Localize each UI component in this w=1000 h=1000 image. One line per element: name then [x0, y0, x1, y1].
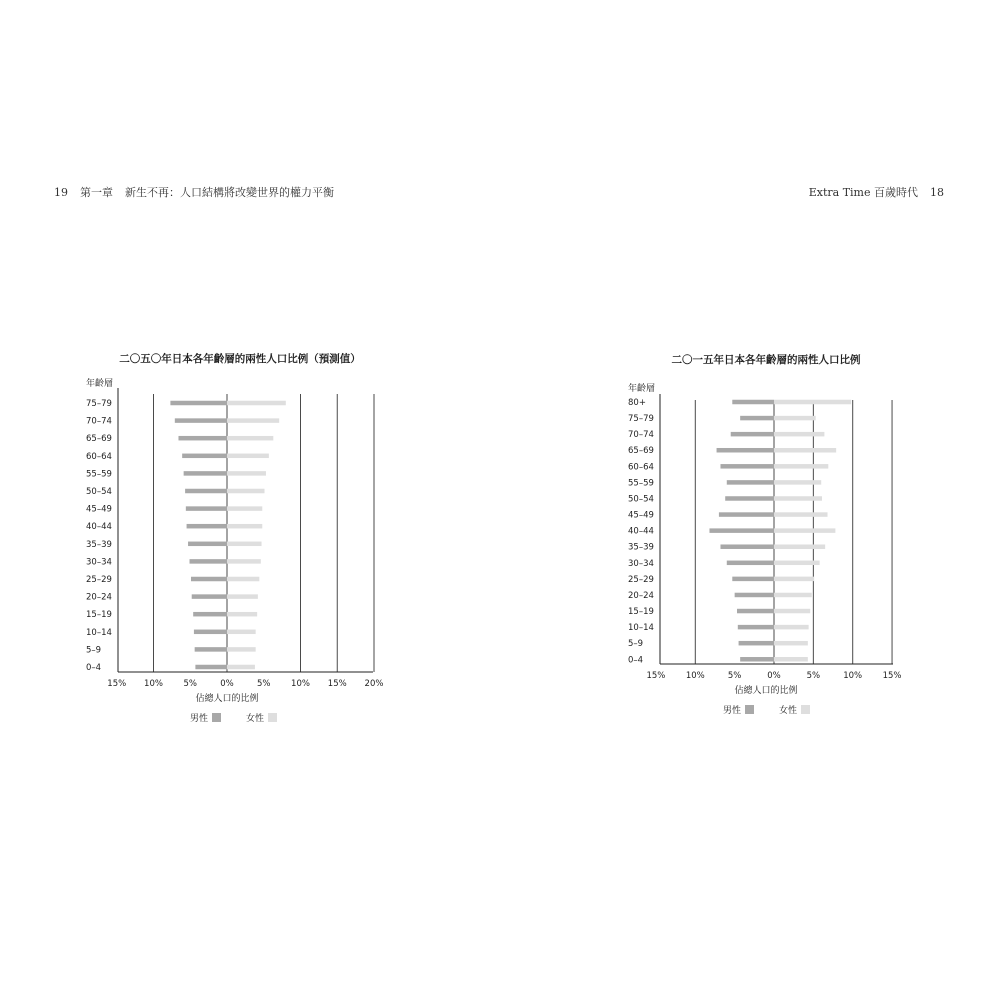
- y-tick-label: 25–29: [86, 575, 112, 585]
- female-bar: [774, 593, 812, 598]
- male-bar: [740, 416, 774, 421]
- chart-title: 二〇五〇年日本各年齡層的兩性人口比例（預測值）: [119, 353, 361, 365]
- x-tick-label: 10%: [685, 671, 705, 681]
- male-bar: [739, 641, 774, 646]
- y-tick-label: 20–24: [628, 590, 654, 601]
- x-tick-label: 5%: [183, 679, 197, 689]
- x-tick-label: 5%: [257, 679, 271, 689]
- x-axis-label: 佔總人口的比例: [195, 694, 259, 704]
- x-axis-label: 佔總人口的比例: [734, 686, 798, 696]
- y-tick-label: 45–49: [628, 510, 654, 521]
- x-tick-label: 10%: [291, 679, 310, 689]
- y-tick-label: 50–54: [86, 487, 112, 497]
- chapter-label: 第一章: [80, 186, 113, 199]
- male-bar: [732, 400, 774, 405]
- legend-female-label: 女性: [779, 706, 798, 716]
- female-bar: [227, 594, 258, 599]
- y-tick-label: 0–4: [628, 655, 644, 666]
- male-bar: [195, 665, 227, 670]
- female-bar: [227, 559, 261, 564]
- y-tick-label: 75–79: [86, 399, 112, 409]
- y-tick-label: 20–24: [86, 592, 112, 603]
- male-bar: [735, 593, 774, 598]
- male-bar: [178, 436, 227, 441]
- y-tick-label: 70–74: [86, 416, 112, 427]
- female-bar: [774, 512, 828, 517]
- female-bar: [774, 657, 808, 662]
- female-bar: [227, 418, 279, 423]
- x-tick-label: 0%: [767, 671, 781, 681]
- y-tick-label: 5–9: [86, 645, 102, 656]
- male-bar: [188, 542, 227, 547]
- male-bar: [738, 625, 774, 630]
- y-tick-label: 25–29: [628, 574, 654, 585]
- chapter-title: 新生不再：人口結構將改變世界的權力平衡: [125, 186, 334, 199]
- y-tick-label: 65–69: [628, 446, 654, 457]
- male-bar: [186, 506, 227, 511]
- y-tick-label: 50–54: [628, 494, 654, 505]
- female-bar: [227, 506, 262, 511]
- x-tick-label: 5%: [727, 671, 742, 681]
- y-axis-label: 年齡層: [628, 384, 656, 394]
- x-tick-label: 15%: [327, 679, 347, 689]
- female-bar: [774, 528, 835, 533]
- female-bar: [774, 544, 825, 549]
- x-tick-label: 10%: [144, 679, 163, 689]
- y-axis-label: 年齡層: [86, 379, 114, 389]
- y-tick-label: 45–49: [86, 504, 112, 515]
- male-bar: [192, 594, 227, 599]
- x-tick-label: 10%: [843, 671, 863, 681]
- male-bar: [727, 561, 774, 566]
- male-bar: [182, 454, 227, 459]
- female-bar: [774, 577, 814, 582]
- female-bar: [774, 432, 824, 437]
- male-bar: [190, 559, 227, 564]
- legend-male-label: 男性: [723, 706, 742, 716]
- male-bar: [175, 418, 227, 423]
- female-bar: [774, 464, 828, 469]
- left-page-number: 19: [54, 186, 68, 199]
- y-tick-label: 55–59: [86, 469, 112, 480]
- female-bar: [774, 480, 821, 485]
- female-bar: [227, 612, 257, 617]
- y-tick-label: 30–34: [628, 558, 654, 569]
- female-bar: [227, 577, 259, 582]
- x-tick-label: 20%: [364, 679, 384, 689]
- y-tick-label: 80+: [628, 398, 646, 408]
- male-bar: [170, 401, 227, 406]
- y-tick-label: 0–4: [86, 663, 102, 673]
- y-tick-label: 75–79: [628, 414, 654, 425]
- female-bar: [227, 401, 286, 406]
- female-bar: [774, 609, 810, 614]
- female-bar: [774, 641, 808, 646]
- y-tick-label: 55–59: [628, 478, 654, 489]
- y-tick-label: 70–74: [628, 430, 654, 441]
- male-bar: [184, 471, 227, 476]
- male-bar: [737, 609, 774, 614]
- male-bar: [732, 577, 774, 582]
- female-bar: [227, 647, 256, 652]
- male-bar: [193, 612, 227, 617]
- female-bar: [227, 454, 269, 459]
- legend-male-label: 男性: [190, 714, 209, 724]
- male-bar: [187, 524, 227, 529]
- x-tick-label: 15%: [107, 679, 127, 689]
- female-bar: [774, 400, 851, 405]
- pyramid-chart-2015: [500, 0, 1000, 1000]
- female-bar: [227, 436, 273, 441]
- female-bar: [774, 416, 816, 421]
- x-tick-label: 0%: [220, 679, 234, 689]
- x-tick-label: 15%: [646, 671, 666, 681]
- book-title: Extra Time 百歲時代: [808, 186, 918, 199]
- female-bar: [227, 471, 266, 476]
- male-bar: [709, 528, 774, 533]
- y-tick-label: 35–39: [628, 542, 654, 553]
- male-bar: [194, 630, 227, 635]
- female-bar: [774, 561, 820, 566]
- male-bar: [720, 544, 774, 549]
- male-bar: [720, 464, 774, 469]
- y-tick-label: 35–39: [86, 539, 112, 550]
- legend-male-swatch: [745, 705, 754, 714]
- y-tick-label: 30–34: [86, 557, 112, 568]
- legend-female-label: 女性: [246, 714, 265, 724]
- male-bar: [740, 657, 774, 662]
- y-tick-label: 10–14: [628, 623, 654, 634]
- female-bar: [227, 665, 255, 670]
- chart-title: 二〇一五年日本各年齡層的兩性人口比例: [671, 354, 861, 366]
- male-bar: [191, 577, 227, 582]
- male-bar: [719, 512, 774, 517]
- y-tick-label: 40–44: [86, 522, 112, 533]
- female-bar: [227, 630, 256, 635]
- female-bar: [227, 489, 264, 494]
- y-tick-label: 15–19: [86, 610, 112, 621]
- y-tick-label: 60–64: [628, 462, 654, 473]
- legend-female-swatch: [801, 705, 810, 714]
- y-tick-label: 40–44: [628, 526, 654, 537]
- legend-female-swatch: [268, 713, 277, 722]
- y-tick-label: 65–69: [86, 434, 112, 445]
- female-bar: [227, 524, 262, 529]
- y-tick-label: 60–64: [86, 451, 112, 462]
- male-bar: [731, 432, 774, 437]
- male-bar: [717, 448, 774, 453]
- x-tick-label: 15%: [882, 671, 902, 681]
- female-bar: [774, 496, 822, 501]
- female-bar: [774, 448, 836, 453]
- male-bar: [725, 496, 774, 501]
- y-tick-label: 5–9: [628, 639, 644, 650]
- right-page-number: 18: [930, 186, 944, 199]
- male-bar: [727, 480, 774, 485]
- male-bar: [195, 647, 227, 652]
- female-bar: [227, 542, 262, 547]
- y-tick-label: 10–14: [86, 627, 112, 638]
- x-tick-label: 5%: [806, 671, 821, 681]
- legend-male-swatch: [212, 713, 221, 722]
- y-tick-label: 15–19: [628, 607, 654, 618]
- female-bar: [774, 625, 809, 630]
- male-bar: [185, 489, 227, 494]
